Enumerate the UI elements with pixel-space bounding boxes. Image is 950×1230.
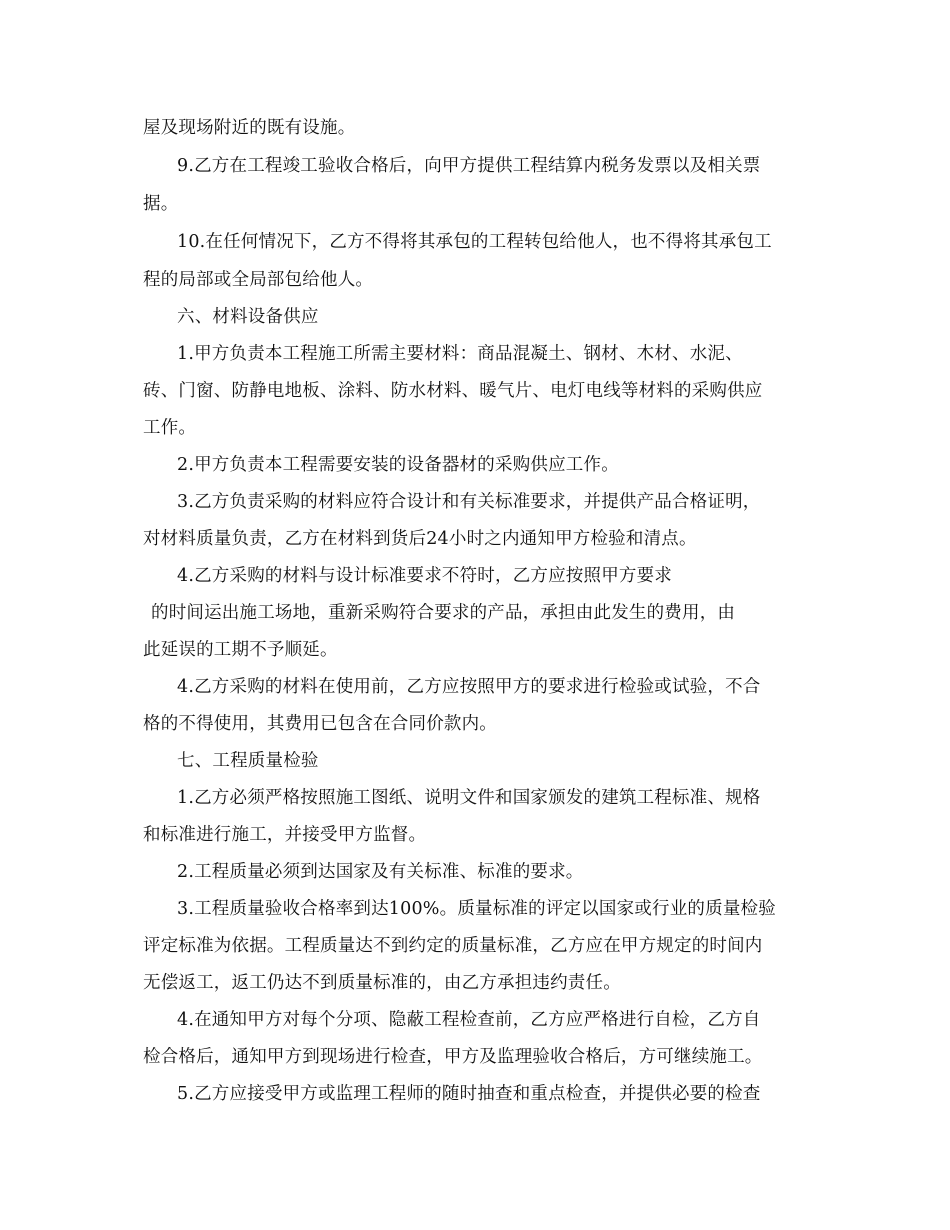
text-line: 3.乙方负责采购的材料应符合设计和有关标准要求，并提供产品合格证明， (177, 492, 761, 512)
text-line: 5.乙方应接受甲方或监理工程师的随时抽查和重点检查，并提供必要的检查 (177, 1084, 761, 1104)
text-line: 的时间运出施工场地，重新采购符合要求的产品，承担由此发生的费用，由 (151, 603, 736, 623)
text-line: 2.甲方负责本工程需要安装的设备器材的采购供应工作。 (177, 455, 619, 475)
text-line: 检合格后，通知甲方到现场进行检查，甲方及监理验收合格后，方可继续施工。 (143, 1047, 763, 1067)
text-line: 和标准进行施工，并接受甲方监督。 (143, 825, 427, 845)
text-line: 此延误的工期不予顺延。 (143, 640, 338, 660)
text-line: 评定标准为依据。工程质量达不到约定的质量标准，乙方应在甲方规定的时间内 (143, 936, 763, 956)
text-line: 4.在通知甲方对每个分项、隐蔽工程检查前，乙方应严格进行自检，乙方自 (177, 1010, 761, 1030)
section-heading: 七、工程质量检验 (177, 751, 319, 771)
text-line: 9.乙方在工程竣工验收合格后，向甲方提供工程结算内税务发票以及相关票 (177, 156, 761, 176)
text-line: 1.甲方负责本工程施工所需主要材料：商品混凝土、钢材、木材、水泥、 (177, 344, 743, 364)
text-line: 屋及现场附近的既有设施。 (143, 118, 356, 138)
text-line: 3.工程质量验收合格率到达100%。质量标准的评定以国家或行业的质量检验 (177, 899, 776, 919)
text-line: 格的不得使用，其费用已包含在合同价款内。 (143, 714, 497, 734)
text-line: 1.乙方必须严格按照施工图纸、说明文件和国家颁发的建筑工程标准、规格 (177, 788, 761, 808)
text-line: 4.乙方采购的材料与设计标准要求不符时，乙方应按照甲方要求 (177, 566, 672, 586)
text-line: 对材料质量负责，乙方在材料到货后24小时之内通知甲方检验和清点。 (143, 529, 697, 549)
text-line: 4.乙方采购的材料在使用前，乙方应按照甲方的要求进行检验或试验，不合 (177, 677, 761, 697)
text-line: 据。 (143, 194, 179, 214)
text-line: 10.在任何情况下，乙方不得将其承包的工程转包给他人，也不得将其承包工 (177, 232, 772, 252)
text-line: 2.工程质量必须到达国家及有关标准、标准的要求。 (177, 862, 584, 882)
text-line: 工作。 (143, 418, 197, 438)
text-line: 无偿返工，返工仍达不到质量标准的，由乙方承担违约责任。 (143, 973, 621, 993)
section-heading: 六、材料设备供应 (177, 307, 319, 327)
text-line: 砖、门窗、防静电地板、涂料、防水材料、暖气片、电灯电线等材料的采购供应 (143, 381, 763, 401)
text-line: 程的局部或全局部包给他人。 (143, 270, 374, 290)
